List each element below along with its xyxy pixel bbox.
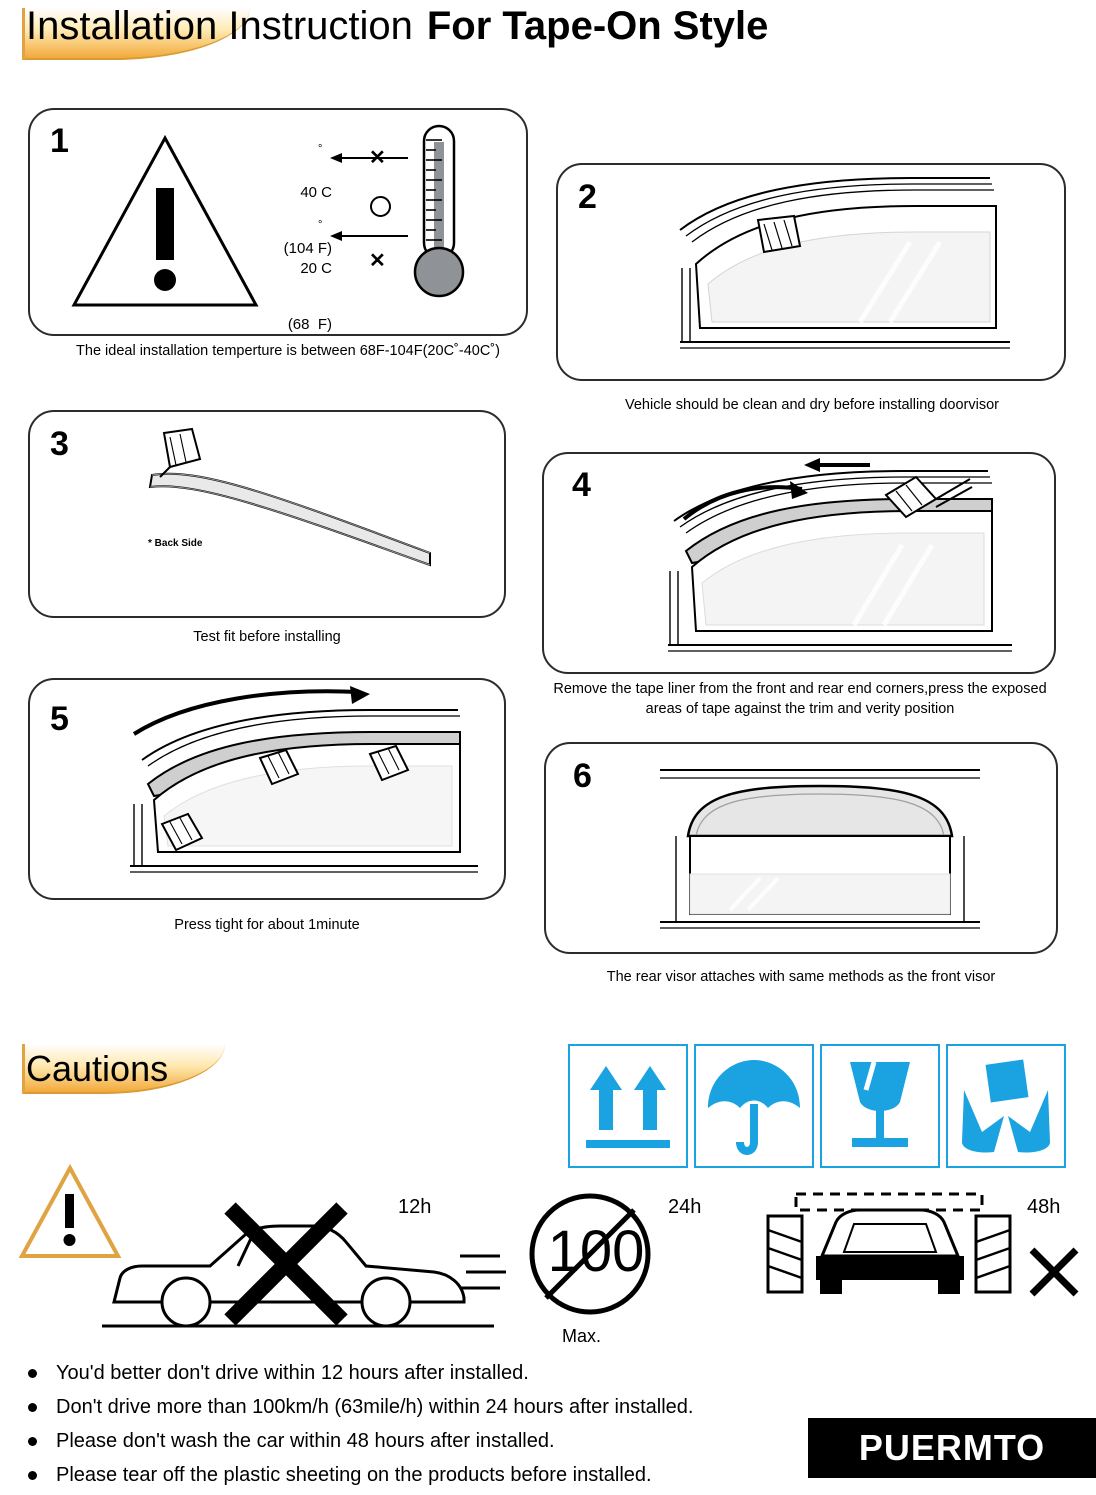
cautions-bullet-list bbox=[22, 1356, 812, 1492]
car-window-clean-illustration bbox=[660, 172, 1020, 370]
list-item: You'd better don't drive within 12 hours after installed. bbox=[22, 1356, 812, 1390]
temp-low-fahrenheit: (68 F) bbox=[287, 315, 332, 333]
list-item: Please tear off the plastic sheeting on the products before installed. bbox=[22, 1458, 812, 1492]
speed-limit-value: 100 bbox=[547, 1219, 645, 1284]
no-driving-12h-illustration bbox=[14, 1160, 514, 1340]
step-number-3: 3 bbox=[50, 425, 69, 463]
back-side-note: * Back Side bbox=[148, 538, 203, 549]
temp-low-celsius: 20 C bbox=[300, 259, 332, 277]
step-caption-6: The rear visor attaches with same methods as the front visor bbox=[606, 969, 996, 985]
caution-label-24h: 24h bbox=[668, 1196, 702, 1218]
shipping-icon-box-this-way-up bbox=[568, 1044, 688, 1168]
caution-label-12h: 12h bbox=[398, 1196, 432, 1218]
step-number-4: 4 bbox=[572, 466, 591, 504]
page-title bbox=[26, 4, 768, 49]
thermometer-icon bbox=[404, 122, 474, 302]
tape-liner-removal-illustration bbox=[640, 455, 1030, 667]
cautions-title: Cautions bbox=[26, 1048, 169, 1089]
step-number-2: 2 bbox=[578, 178, 597, 216]
circle-mark-in-range bbox=[370, 196, 391, 217]
page-header bbox=[0, 0, 1096, 72]
degree-symbol-low: ° bbox=[318, 219, 323, 231]
shipping-icon-box-keep-dry bbox=[694, 1044, 814, 1168]
temp-high-celsius: 40 C bbox=[300, 183, 332, 201]
page-title-bold: For Tape-On Style bbox=[426, 4, 769, 48]
visor-test-fit-illustration bbox=[130, 425, 460, 585]
keep-dry-umbrella-icon bbox=[696, 1046, 812, 1166]
prohibition-x-mark-wash bbox=[1026, 1244, 1082, 1300]
this-way-up-icon bbox=[570, 1046, 686, 1166]
step-caption-4: Remove the tape liner from the front and rear end corners,press the exposed areas of tape against the trim and verity position bbox=[553, 681, 1047, 717]
handle-with-care-icon bbox=[948, 1046, 1064, 1166]
x-mark-above-range: ✕ bbox=[369, 147, 386, 169]
temp-high-fahrenheit: (104 F) bbox=[283, 239, 332, 257]
x-mark-below-range: ✕ bbox=[369, 250, 386, 272]
rear-visor-illustration bbox=[650, 752, 990, 948]
warning-triangle-icon bbox=[70, 130, 260, 315]
tape-liner-tab-icon bbox=[160, 429, 200, 477]
step-caption-5: Press tight for about 1minute bbox=[174, 917, 360, 933]
cleaning-cloth-icon bbox=[758, 216, 800, 252]
shipping-icon-box-handle-with-care bbox=[946, 1044, 1066, 1168]
list-item: Please don't wash the car within 48 hours after installed. bbox=[22, 1424, 812, 1458]
step-number-5: 5 bbox=[50, 700, 69, 738]
peel-direction-arrow-right-icon bbox=[804, 458, 870, 472]
degree-symbol-high: ° bbox=[318, 143, 323, 155]
car-front-view-icon bbox=[816, 1210, 964, 1294]
list-item: Don't drive more than 100km/h (63mile/h) within 24 hours after installed. bbox=[22, 1390, 812, 1424]
step-number-6: 6 bbox=[573, 757, 592, 795]
caution-label-48h: 48h bbox=[1027, 1196, 1061, 1218]
shipping-icon-box-fragile bbox=[820, 1044, 940, 1168]
no-car-wash-illustration bbox=[756, 1186, 1024, 1326]
press-visor-illustration bbox=[118, 686, 498, 886]
step-caption-3: Test fit before installing bbox=[193, 629, 341, 645]
warning-triangle-small-icon bbox=[22, 1168, 118, 1256]
page-title-regular: Installation Instruction bbox=[26, 4, 413, 48]
caution-label-max: Max. bbox=[562, 1326, 602, 1346]
fragile-glass-icon bbox=[822, 1046, 938, 1166]
brand-logo: PUERMTO bbox=[808, 1418, 1096, 1478]
arrow-to-low-label-icon bbox=[330, 228, 410, 244]
step-caption-2: Vehicle should be clean and dry before installing doorvisor bbox=[624, 397, 999, 413]
step-caption-1: The ideal installation temperture is between 68F-104F(20C˚-40C˚) bbox=[76, 343, 500, 359]
step-number-1: 1 bbox=[50, 122, 69, 160]
